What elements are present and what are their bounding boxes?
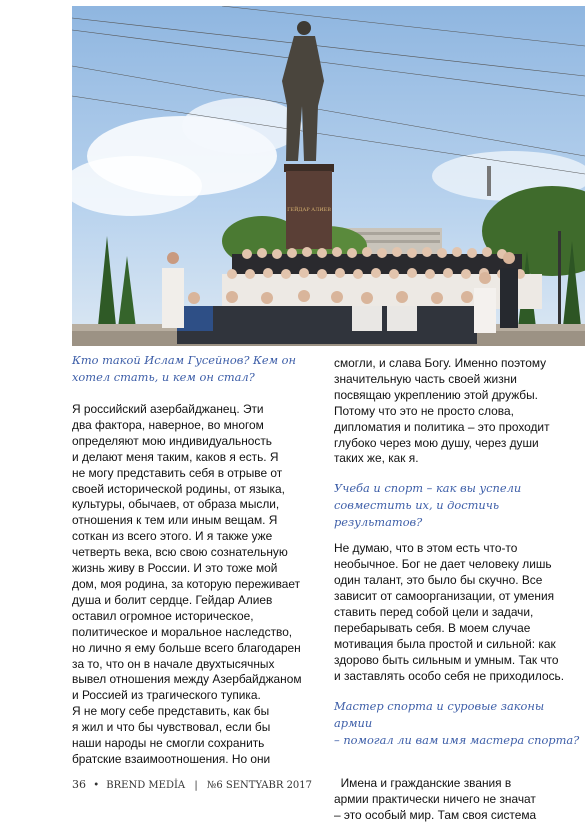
text-line: армии практически ничего не значат [334,792,536,806]
plaque-text: ГЕЙДАР АЛИЕВ [287,205,331,213]
text-line: Я не могу себе представить, как бы [72,704,269,718]
text-line: наши народы не смогли сохранить [72,736,264,750]
text-line: Потому что это не просто слова, [334,404,514,418]
text-line: значительную часть своей жизни [334,372,517,386]
text-line: зависит от самоорганизации, от умения [334,589,554,603]
left-column [72,352,325,768]
text-line: мотивация была простой и сильной: как [334,637,556,651]
text-line: необычное. Бог не дает человеку лишь [334,557,552,571]
question-line: Мастер спорта и суровые законы армии [334,699,544,730]
page-number: 36 [72,778,86,791]
statue-group-photo [72,6,585,346]
question-line: Кто такой Ислам Гусейнов? Кем он [72,353,296,367]
text-line: Я российский азербайджанец. Эти [72,402,264,416]
text-line: политическое и моральное наследство, [72,625,292,639]
text-line: два фактора, наверное, во многом [72,418,264,432]
text-line: душа и болит сердце. Гейдар Алиев [72,593,272,607]
text-line: за то, что он в начале двухтысячных [72,657,274,671]
answer-continuation [334,356,585,467]
text-line: Имена и гражданские звания в [334,776,511,790]
text-line: не могу представить себя в отрыве от [72,466,282,480]
question-heading [334,480,585,531]
text-line: своей исторической родины, от языка, [72,482,285,496]
answer-paragraph [72,402,325,768]
question-line: – помогал ли вам имя мастера спорта? [334,733,579,747]
text-line: один талант, это было бы скучно. Все [334,573,542,587]
text-line: дом, моя родина, за которую переживает [72,577,300,591]
question-line: совместить их, и достичь результатов? [334,498,499,529]
text-line: и делают меня таким, каков я есть. Я [72,450,279,464]
answer-paragraph [334,541,585,684]
text-line: оставил огромное историческое, [72,609,254,623]
text-line: смогли, и слава Богу. Именно поэтому [334,356,546,370]
answer-paragraph [334,761,585,824]
text-line: культуры, обычаев, от образа мысли, [72,497,279,511]
text-line: вывел отношения между Азербайджаном [72,672,302,686]
text-line: но лично я ему больше всего благодарен [72,641,301,655]
text-line: соткан из всего этого. И я также уже [72,529,272,543]
text-line: и Россией из трагического тупика. [72,688,261,702]
text-line: Не думаю, что в этом есть что-то [334,541,517,555]
text-line: здорово быть сильным и умным. Так что [334,653,558,667]
text-line: братские взаимоотношения. Но они [72,752,270,766]
text-line: я жил и что бы чувствовал, если бы [72,720,270,734]
text-line: – это особый мир. Там своя система [334,808,536,822]
text-line: перебарывать себя. В моем случае [334,621,530,635]
footer-bullet: • [93,780,99,791]
text-line: жизнь живу в России. И это тоже мой [72,561,277,575]
page-footer [72,778,572,791]
text-line: и заставлять особо себя не приходилось. [334,669,564,683]
text-line: таких же, как я. [334,451,419,465]
issue-label: №6 SENTYABR 2017 [207,780,312,791]
text-line: посвящаю укреплению этой дружбы. [334,388,538,402]
question-line: Учеба и спорт – как вы успели [334,481,521,495]
text-line: четверть века, всю свою сознательную [72,545,288,559]
question-heading [334,698,585,749]
right-column [334,356,585,824]
text-line: отношения к тем или иным вещам. Я [72,513,277,527]
footer-separator: | [194,780,197,791]
text-line: дипломатия и политика – это проходит [334,420,550,434]
magazine-name: BREND MEDİA [106,780,185,791]
text-line: ставить перед собой цели и задачи, [334,605,533,619]
question-line: хотел стать, и кем он стал? [72,370,255,384]
question-heading [72,352,325,386]
text-line: глубоко через мою душу, через души [334,436,539,450]
text-line: определяют мою индивидуальность [72,434,272,448]
